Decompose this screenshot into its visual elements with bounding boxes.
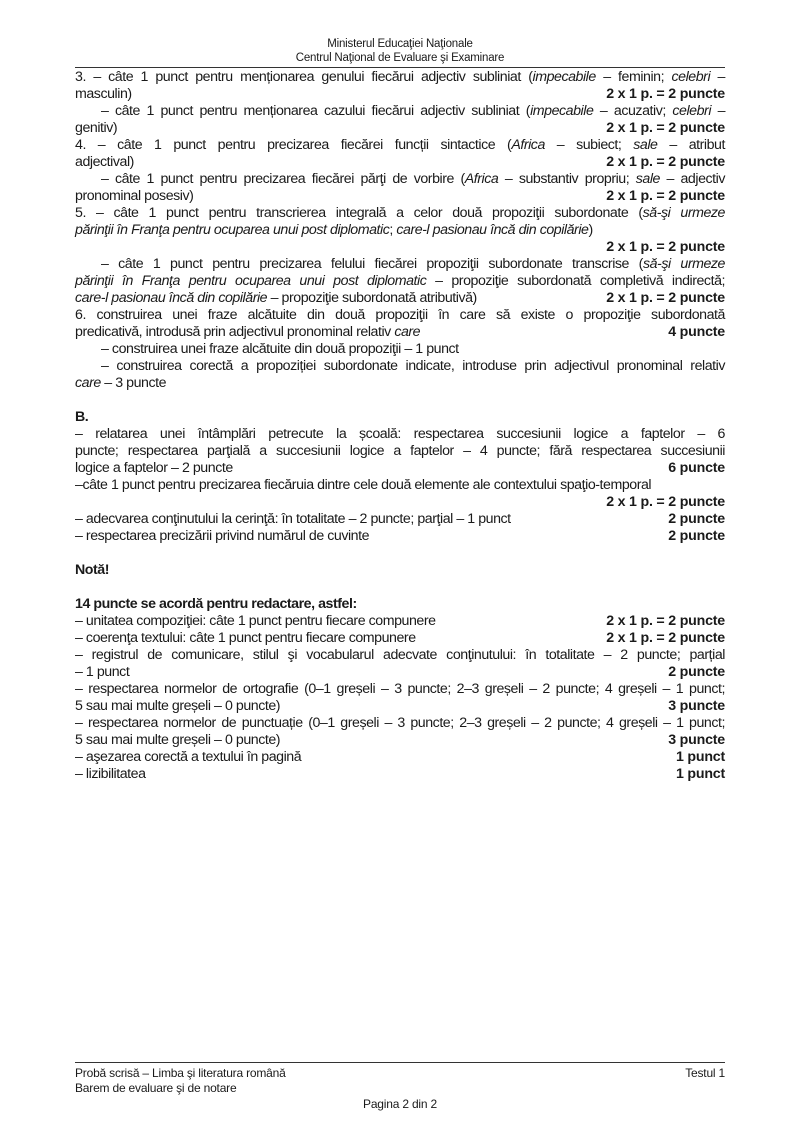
item-5-line-4: – câte 1 punct pentru precizarea felului fiecărei propoziţii subordonate transcrise (să-şi urmeze (101, 256, 725, 272)
footer-barem-label: Barem de evaluare şi de notare (75, 1081, 237, 1095)
item-6-line-4: – construirea corectă a propoziției subordonate indicate, introduse prin adjectivul pronominal relativ (101, 358, 725, 374)
section-b-line-4: –câte 1 punct pentru precizarea fiecăruia dintre cele două elemente ale contextului spaţio-temporal (75, 477, 652, 493)
item-5-line-3 (75, 239, 725, 256)
points-label: 2 x 1 p. = 2 puncte (606, 630, 725, 646)
item-6-line-5: care – 3 puncte (75, 375, 167, 391)
item-5-line-2: părinţii în Franţa pentru ocuparea unui post diplomatic; care-l pasionau încă din copilărie) (75, 222, 593, 238)
section-b-title: B. (75, 409, 89, 425)
item-6-line-1: 6. construirea unei fraze alcătuite din două propoziţii în care să existe o propoziţie subordonată (75, 307, 725, 323)
item-5-line-6: care-l pasionau încă din copilărie – propoziţie subordonată atributivă) 2 x 1 p. = 2 puncte (75, 290, 725, 306)
section-b-line-2: puncte; respectarea parţială a succesiunii logice a faptelor – 4 puncte; fără respectarea succesiunii (75, 443, 725, 459)
item-6-line-3: – construirea unei fraze alcătuite din două propoziţii – 1 punct (101, 341, 459, 357)
note-line-6: 5 sau mai multe greșeli – 0 puncte) 3 puncte (75, 698, 725, 714)
points-label: 2 x 1 p. = 2 puncte (606, 188, 725, 204)
item-4-line-1: 4. – câte 1 punct pentru precizarea fiecărei funcții sintactice (Africa – subiect; sale – atribut (75, 137, 725, 153)
points-label: 3 puncte (668, 698, 725, 714)
section-b-line-7: – respectarea precizării privind numărul de cuvinte 2 puncte (75, 528, 725, 544)
points-label: 2 puncte (668, 511, 725, 527)
points-label: 4 puncte (668, 324, 725, 340)
note-line-10: – lizibilitatea 1 punct (75, 766, 725, 782)
points-label: 2 x 1 p. = 2 puncte (606, 494, 725, 510)
document-body (75, 69, 725, 783)
item-3-line-3: – câte 1 punct pentru menționarea cazului fiecărui adjectiv subliniat (impecabile – acuzativ; celebri – (101, 103, 726, 119)
footer-test-label: Testul 1 (685, 1066, 725, 1080)
item-3-line-2: masculin) 2 x 1 p. = 2 puncte (75, 86, 725, 102)
section-b-line-6: – adecvarea conţinutului la cerinţă: în totalitate – 2 puncte; parţial – 1 punct 2 puncte (75, 511, 725, 527)
item-5-line-1: 5. – câte 1 punct pentru transcrierea integrală a celor două propoziţii subordonate (să-şi urmeze (75, 205, 725, 221)
section-b-line-3: logice a faptelor – 2 puncte 6 puncte (75, 460, 725, 476)
item-4-line-2: adjectival) 2 x 1 p. = 2 puncte (75, 154, 725, 170)
header-center: Centrul Naţional de Evaluare şi Examinare (295, 52, 505, 64)
footer-exam-title: Probă scrisă – Limba şi literatura română (75, 1066, 286, 1080)
note-heading: 14 puncte se acordă pentru redactare, astfel: (75, 596, 357, 612)
points-label: 2 x 1 p. = 2 puncte (606, 613, 725, 629)
points-label: 3 puncte (668, 732, 725, 748)
points-label: 6 puncte (668, 460, 725, 476)
note-title: Notă! (75, 562, 110, 578)
item-3-line-1: 3. – câte 1 punct pentru menționarea genului fiecărui adjectiv subliniat (impecabile – feminin; celebri – (75, 69, 725, 85)
points-label: 2 x 1 p. = 2 puncte (606, 154, 725, 170)
note-line-3: – registrul de comunicare, stilul şi vocabularul adecvate conţinutului: în totalitate – 2 puncte; parțial (75, 647, 725, 663)
item-4-line-3: – câte 1 punct pentru precizarea fiecărei părţi de vorbire (Africa – substantiv propriu; sale – adjectiv (101, 171, 725, 187)
item-3-line-4: genitiv) 2 x 1 p. = 2 puncte (75, 120, 725, 136)
note-line-9: – aşezarea corectă a textului în pagină 1 punct (75, 749, 725, 765)
points-label: 1 punct (675, 749, 725, 765)
points-label: 2 puncte (668, 664, 725, 680)
section-b-line-1: – relatarea unei întâmplări petrecute la școală: respectarea succesiunii logice a faptelor – 6 (75, 426, 725, 442)
section-b-line-5 (75, 494, 725, 511)
note-line-5: – respectarea normelor de ortografie (0–1 greșeli – 3 puncte; 2–3 greșeli – 2 puncte; 4 greșeli – 1 punct; (75, 681, 725, 697)
note-line-4: – 1 punct 2 puncte (75, 664, 725, 680)
item-5-line-5: părinţii în Franţa pentru ocuparea unui post diplomatic – propoziţie subordonată completivă indirectă; (75, 273, 726, 289)
header-ministry: Ministerul Educaţiei Naţionale (327, 38, 473, 50)
item-4-line-4: pronominal posesiv) 2 x 1 p. = 2 puncte (75, 188, 725, 204)
points-label: 2 x 1 p. = 2 puncte (606, 290, 725, 306)
points-label: 2 puncte (668, 528, 725, 544)
note-line-2: – coerenţa textului: câte 1 punct pentru fiecare compunere 2 x 1 p. = 2 puncte (75, 630, 725, 646)
points-label: 2 x 1 p. = 2 puncte (606, 120, 725, 136)
note-line-1: – unitatea compoziţiei: câte 1 punct pentru fiecare compunere 2 x 1 p. = 2 puncte (75, 613, 725, 629)
points-label: 2 x 1 p. = 2 puncte (606, 239, 725, 255)
note-line-7: – respectarea normelor de punctuație (0–1 greșeli – 3 puncte; 2–3 greșeli – 2 puncte; 4 greșeli – 1 punct; (75, 715, 725, 731)
item-6-line-2: predicativă, introdusă prin adjectivul pronominal relativ care 4 puncte (75, 324, 725, 340)
header-rule (75, 67, 725, 68)
footer-rule (75, 1062, 725, 1063)
points-label: 2 x 1 p. = 2 puncte (606, 86, 725, 102)
page-number: Pagina 2 din 2 (363, 1097, 437, 1111)
note-line-8: 5 sau mai multe greșeli – 0 puncte) 3 puncte (75, 732, 725, 748)
points-label: 1 punct (675, 766, 725, 782)
